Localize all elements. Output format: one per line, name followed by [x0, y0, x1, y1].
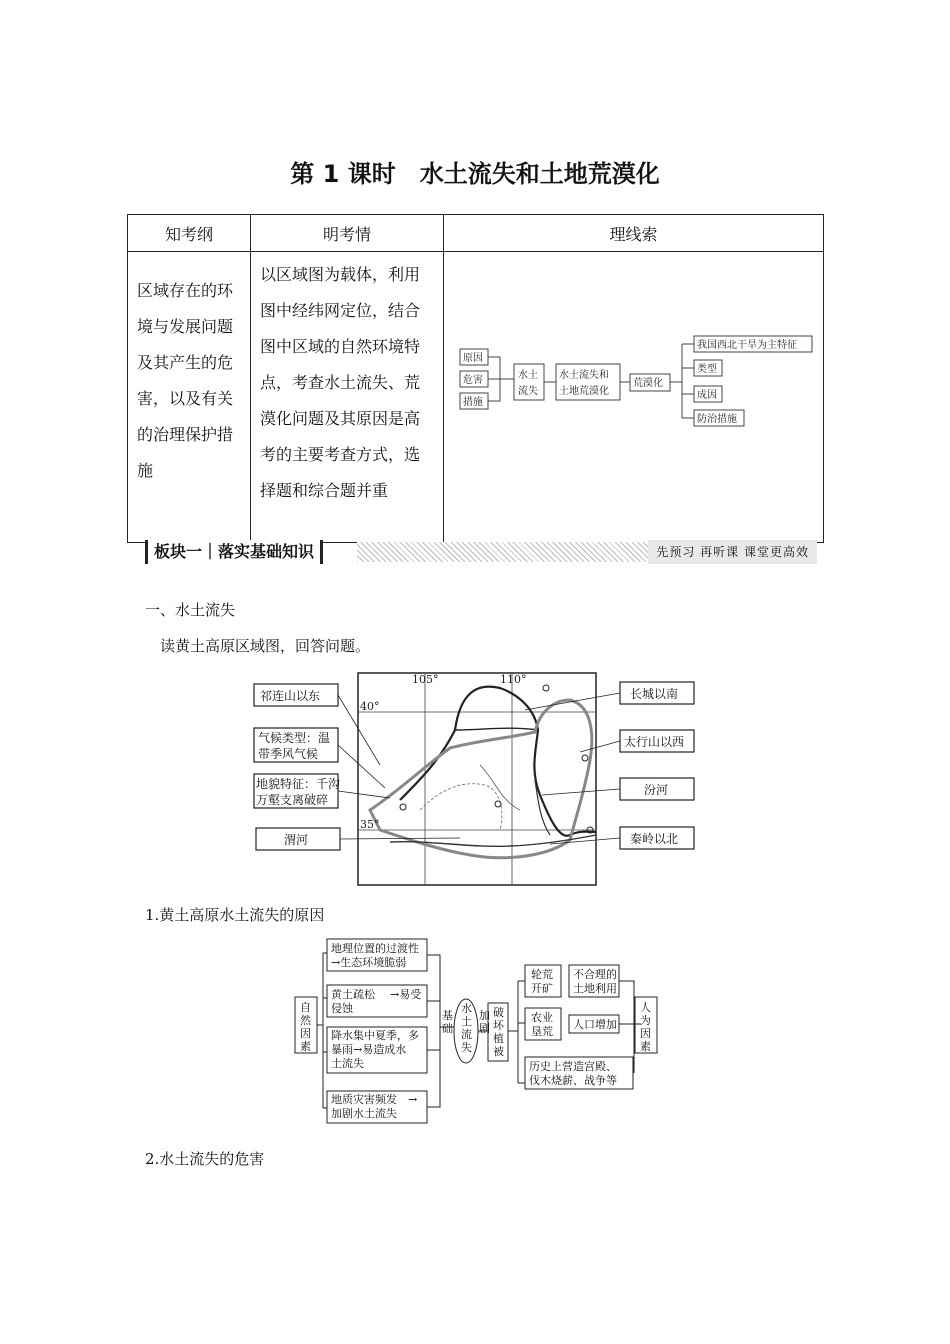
lat-40: 40°	[360, 700, 380, 713]
label-climate-1: 气候类型：温	[258, 731, 331, 745]
svg-text:水: 水	[461, 1002, 472, 1015]
label-landform-1: 地貌特征：千沟	[256, 777, 341, 791]
svg-text:→: →	[408, 1093, 418, 1106]
svg-text:不合理的: 不合理的	[573, 968, 617, 981]
label-fenhe: 汾河	[644, 783, 669, 797]
subheading-causes: 1.黄土高原水土流失的原因	[145, 906, 325, 924]
svg-text:失: 失	[461, 1041, 472, 1054]
svg-text:伐木烧薪、战争等: 伐木烧薪、战争等	[529, 1074, 617, 1087]
svg-text:成因: 成因	[697, 390, 717, 401]
label-qinling: 秦岭以北	[630, 832, 679, 846]
svg-text:水土流失和: 水土流失和	[559, 370, 609, 381]
svg-text:农业: 农业	[531, 1011, 553, 1024]
svg-text:加: 加	[479, 1009, 490, 1022]
header-syllabus: 知考纲	[128, 215, 251, 252]
outline-cause: 原因	[463, 353, 483, 364]
header-outline: 理线索	[444, 215, 824, 252]
svg-text:加剧水土流失: 加剧水土流失	[331, 1107, 397, 1120]
svg-text:水土: 水土	[518, 370, 538, 381]
label-taihang: 太行山以西	[624, 735, 685, 749]
svg-text:自: 自	[300, 1001, 311, 1014]
svg-text:暴雨→易造成水: 暴雨→易造成水	[331, 1043, 407, 1056]
loess-plateau-map	[250, 670, 700, 888]
page-title: 第 1 课时 水土流失和土地荒漠化	[290, 160, 660, 188]
cause-disaster: 地质灾害频发	[331, 1093, 397, 1106]
label-great-wall: 长城以南	[630, 687, 679, 701]
section-banner	[145, 540, 817, 564]
cause-rain: 降水集中夏季，多	[331, 1029, 419, 1042]
subheading-harms: 2.水土流失的危害	[145, 1150, 265, 1168]
svg-text:因: 因	[300, 1027, 311, 1040]
cause-loess: 黄土疏松	[331, 988, 375, 1001]
svg-text:开矿: 开矿	[531, 982, 553, 995]
lon-110: 110°	[500, 673, 527, 686]
outline-measure: 措施	[463, 397, 483, 408]
svg-text:我国西北干旱为主特征: 我国西北干旱为主特征	[697, 340, 797, 351]
svg-text:剧: 剧	[479, 1022, 490, 1035]
outline-diagram	[444, 252, 827, 540]
svg-text:因: 因	[640, 1027, 651, 1040]
header-exam: 明考情	[251, 215, 444, 252]
lat-35: 35°	[360, 818, 380, 831]
svg-text:垦荒: 垦荒	[531, 1025, 553, 1038]
svg-text:→易受: →易受	[390, 988, 422, 1001]
label-climate-2: 带季风气候	[258, 747, 319, 761]
svg-text:流失: 流失	[518, 386, 538, 397]
svg-text:土地荒漠化: 土地荒漠化	[559, 386, 609, 397]
svg-text:土地利用: 土地利用	[573, 982, 617, 995]
svg-text:素: 素	[640, 1040, 651, 1053]
svg-text:然: 然	[300, 1014, 311, 1027]
svg-text:轮荒: 轮荒	[531, 968, 553, 981]
svg-text:类型: 类型	[697, 364, 717, 375]
outline-harm: 危害	[463, 375, 483, 386]
banner-right: 先预习 再听课 课堂更高效	[648, 540, 817, 564]
svg-text:土: 土	[461, 1015, 472, 1028]
syllabus-text: 区域存在的环 境与发展问题 及其产生的危 害，以及有关 的治理保护措 施	[137, 281, 234, 480]
svg-text:土流失: 土流失	[331, 1057, 364, 1070]
label-landform-2: 万壑支离破碎	[256, 793, 329, 807]
banner-label: 板块一｜落实基础知识	[145, 540, 323, 564]
instruction: 读黄土高原区域图，回答问题。	[160, 637, 371, 655]
svg-text:→生态环境脆弱: →生态环境脆弱	[331, 956, 407, 969]
svg-text:础: 础	[442, 1022, 453, 1035]
svg-text:破: 破	[493, 1006, 504, 1019]
svg-text:侵蚀: 侵蚀	[331, 1002, 353, 1015]
svg-text:历史上营造宫殿、: 历史上营造宫殿、	[529, 1060, 617, 1073]
section-heading: 一、水土流失	[145, 601, 236, 619]
cause-location: 地理位置的过渡性	[331, 942, 419, 955]
svg-text:人口增加: 人口增加	[573, 1018, 617, 1031]
label-qilian: 祁连山以东	[260, 689, 321, 703]
label-weihe: 渭河	[284, 833, 309, 847]
svg-text:防治措施: 防治措施	[697, 414, 737, 425]
exam-text: 以区域图为载体，利用 图中经纬网定位，结合 图中区域的自然环境特 点，考查水土流失、荒 漠化问题及其原因是高 考的主要考查方式，选 择题和综合题并重	[260, 265, 421, 500]
svg-text:为: 为	[640, 1014, 651, 1027]
svg-text:被: 被	[493, 1045, 504, 1058]
svg-text:荒漠化: 荒漠化	[633, 378, 663, 389]
causes-diagram	[290, 935, 660, 1130]
svg-text:流: 流	[461, 1028, 472, 1041]
svg-text:植: 植	[493, 1032, 504, 1045]
svg-text:基: 基	[442, 1009, 453, 1022]
svg-text:人: 人	[640, 1001, 651, 1014]
lon-105: 105°	[412, 673, 439, 686]
svg-text:素: 素	[300, 1040, 311, 1053]
info-table	[127, 214, 824, 543]
svg-text:坏: 坏	[493, 1019, 504, 1032]
